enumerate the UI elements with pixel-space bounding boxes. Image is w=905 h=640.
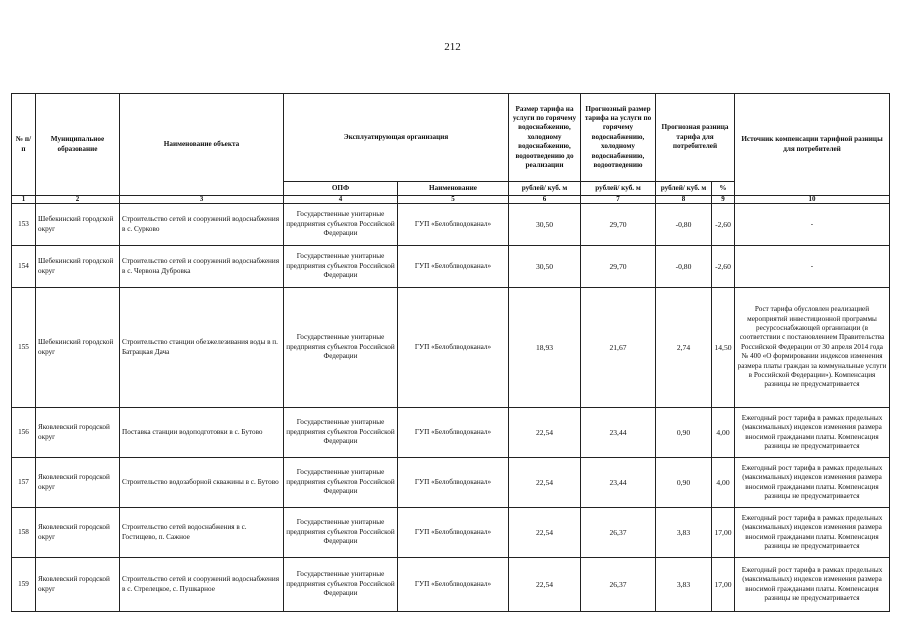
opf-cell: Государственные унитарные предприятия субъектов Российской Федерации — [284, 246, 398, 288]
header-source: Источник компенсации тарифной разницы для потребителей — [735, 94, 890, 196]
tariff-cell: 30,50 — [509, 204, 581, 246]
opf-cell: Государственные унитарные предприятия субъектов Российской Федерации — [284, 508, 398, 558]
source-cell: - — [735, 204, 890, 246]
municipality-cell: Яковлевский городской округ — [36, 558, 120, 612]
header-unit-tariff: рублей/ куб. м — [509, 182, 581, 196]
opf-cell: Государственные унитарные предприятия субъектов Российской Федерации — [284, 458, 398, 508]
object-cell: Строительство сетей и сооружений водоснабжения в с. Сурково — [120, 204, 284, 246]
header-municipality: Муниципальное образование — [36, 94, 120, 196]
municipality-cell: Яковлевский городской округ — [36, 508, 120, 558]
row-number: 155 — [12, 288, 36, 408]
header-object: Наименование объекта — [120, 94, 284, 196]
municipality-cell: Шебекинский городской округ — [36, 246, 120, 288]
diff-rub-cell: 0,90 — [656, 408, 712, 458]
opf-cell: Государственные унитарные предприятия субъектов Российской Федерации — [284, 558, 398, 612]
municipality-cell: Яковлевский городской округ — [36, 458, 120, 508]
table-row — [12, 558, 890, 612]
tariff-table — [11, 93, 890, 612]
column-number: 5 — [398, 196, 509, 204]
table-body — [12, 204, 890, 612]
operator-name-cell: ГУП «Белоблводоканал» — [398, 204, 509, 246]
operator-name-cell: ГУП «Белоблводоканал» — [398, 408, 509, 458]
diff-pct-cell: -2,60 — [712, 246, 735, 288]
table-row — [12, 458, 890, 508]
forecast-cell: 29,70 — [581, 204, 656, 246]
source-cell: Рост тарифа обусловлен реализацией мероприятий инвестиционной программы ресурсоснабжающей организации (в соответствии с постановлением Правительства Российской Федерации от 30 апреля 2014 года № 400 «О формировании индексов изменения размера платы граждан за коммунальные услуги в Российской Федерации»). Компенсация разницы не предусматривается — [735, 288, 890, 408]
diff-rub-cell: 3,83 — [656, 558, 712, 612]
header-unit-forecast: рублей/ куб. м — [581, 182, 656, 196]
operator-name-cell: ГУП «Белоблводоканал» — [398, 288, 509, 408]
tariff-cell: 22,54 — [509, 408, 581, 458]
tariff-cell: 22,54 — [509, 558, 581, 612]
column-number: 2 — [36, 196, 120, 204]
object-cell: Строительство сетей и сооружений водоснабжения в с. Стрелецкое, с. Пушкарное — [120, 558, 284, 612]
column-number: 6 — [509, 196, 581, 204]
header-percent: % — [712, 182, 735, 196]
table-row — [12, 204, 890, 246]
operator-name-cell: ГУП «Белоблводоканал» — [398, 508, 509, 558]
row-number: 153 — [12, 204, 36, 246]
header-tariff-size: Размер тарифа на услуги по горячему водоснабжению, холодному водоснабжению, водоотведению до реализации — [509, 94, 581, 182]
column-number: 9 — [712, 196, 735, 204]
municipality-cell: Шебекинский городской округ — [36, 288, 120, 408]
diff-pct-cell: 17,00 — [712, 508, 735, 558]
diff-pct-cell: 17,00 — [712, 558, 735, 612]
source-cell: Ежегодный рост тарифа в рамках предельных (максимальных) индексов изменения размера вносимой гражданами платы. Компенсация разницы не предусматривается — [735, 458, 890, 508]
header-forecast-diff: Прогнозная разница тарифа для потребителей — [656, 94, 735, 182]
header-name: Наименование — [398, 182, 509, 196]
header-num: № п/п — [12, 94, 36, 196]
header-unit-diff: рублей/ куб. м — [656, 182, 712, 196]
diff-rub-cell: -0,80 — [656, 204, 712, 246]
municipality-cell: Яковлевский городской округ — [36, 408, 120, 458]
opf-cell: Государственные унитарные предприятия субъектов Российской Федерации — [284, 408, 398, 458]
table-row — [12, 408, 890, 458]
diff-rub-cell: 2,74 — [656, 288, 712, 408]
diff-rub-cell: -0,80 — [656, 246, 712, 288]
header-opf: ОПФ — [284, 182, 398, 196]
diff-pct-cell: 14,50 — [712, 288, 735, 408]
tariff-cell: 18,93 — [509, 288, 581, 408]
diff-rub-cell: 0,90 — [656, 458, 712, 508]
table-row — [12, 246, 890, 288]
row-number: 158 — [12, 508, 36, 558]
tariff-cell: 30,50 — [509, 246, 581, 288]
row-number: 159 — [12, 558, 36, 612]
opf-cell: Государственные унитарные предприятия субъектов Российской Федерации — [284, 204, 398, 246]
object-cell: Строительство сетей водоснабжения в с. Гостищево, п. Сажное — [120, 508, 284, 558]
tariff-cell: 22,54 — [509, 458, 581, 508]
table-row — [12, 288, 890, 408]
column-number: 4 — [284, 196, 398, 204]
header-forecast-tariff: Прогнозный размер тарифа на услуги по горячему водоснабжению, холодному водоснабжению, водоотведению — [581, 94, 656, 182]
diff-pct-cell: 4,00 — [712, 408, 735, 458]
forecast-cell: 23,44 — [581, 408, 656, 458]
municipality-cell: Шебекинский городской округ — [36, 204, 120, 246]
tariff-cell: 22,54 — [509, 508, 581, 558]
column-number: 10 — [735, 196, 890, 204]
forecast-cell: 26,37 — [581, 508, 656, 558]
object-cell: Поставка станции водоподготовки в с. Бутово — [120, 408, 284, 458]
table-row — [12, 508, 890, 558]
row-number: 156 — [12, 408, 36, 458]
column-number: 3 — [120, 196, 284, 204]
forecast-cell: 29,70 — [581, 246, 656, 288]
operator-name-cell: ГУП «Белоблводоканал» — [398, 558, 509, 612]
source-cell: - — [735, 246, 890, 288]
object-cell: Строительство станции обезжелезивания воды в п. Батрацкая Дача — [120, 288, 284, 408]
page-number: 212 — [444, 41, 461, 53]
operator-name-cell: ГУП «Белоблводоканал» — [398, 246, 509, 288]
row-number: 157 — [12, 458, 36, 508]
diff-pct-cell: 4,00 — [712, 458, 735, 508]
operator-name-cell: ГУП «Белоблводоканал» — [398, 458, 509, 508]
column-number: 8 — [656, 196, 712, 204]
forecast-cell: 23,44 — [581, 458, 656, 508]
object-cell: Строительство сетей и сооружений водоснабжения в с. Червона Дубровка — [120, 246, 284, 288]
diff-pct-cell: -2,60 — [712, 204, 735, 246]
source-cell: Ежегодный рост тарифа в рамках предельных (максимальных) индексов изменения размера вносимой гражданами платы. Компенсация разницы не предусматривается — [735, 558, 890, 612]
column-number: 1 — [12, 196, 36, 204]
opf-cell: Государственные унитарные предприятия субъектов Российской Федерации — [284, 288, 398, 408]
object-cell: Строительство водозаборной скважины в с. Бутово — [120, 458, 284, 508]
forecast-cell: 26,37 — [581, 558, 656, 612]
row-number: 154 — [12, 246, 36, 288]
column-number: 7 — [581, 196, 656, 204]
source-cell: Ежегодный рост тарифа в рамках предельных (максимальных) индексов изменения размера вносимой гражданами платы. Компенсация разницы не предусматривается — [735, 408, 890, 458]
source-cell: Ежегодный рост тарифа в рамках предельных (максимальных) индексов изменения размера вносимой гражданами платы. Компенсация разницы не предусматривается — [735, 508, 890, 558]
diff-rub-cell: 3,83 — [656, 508, 712, 558]
forecast-cell: 21,67 — [581, 288, 656, 408]
header-operator: Эксплуатирующая организация — [284, 94, 509, 182]
